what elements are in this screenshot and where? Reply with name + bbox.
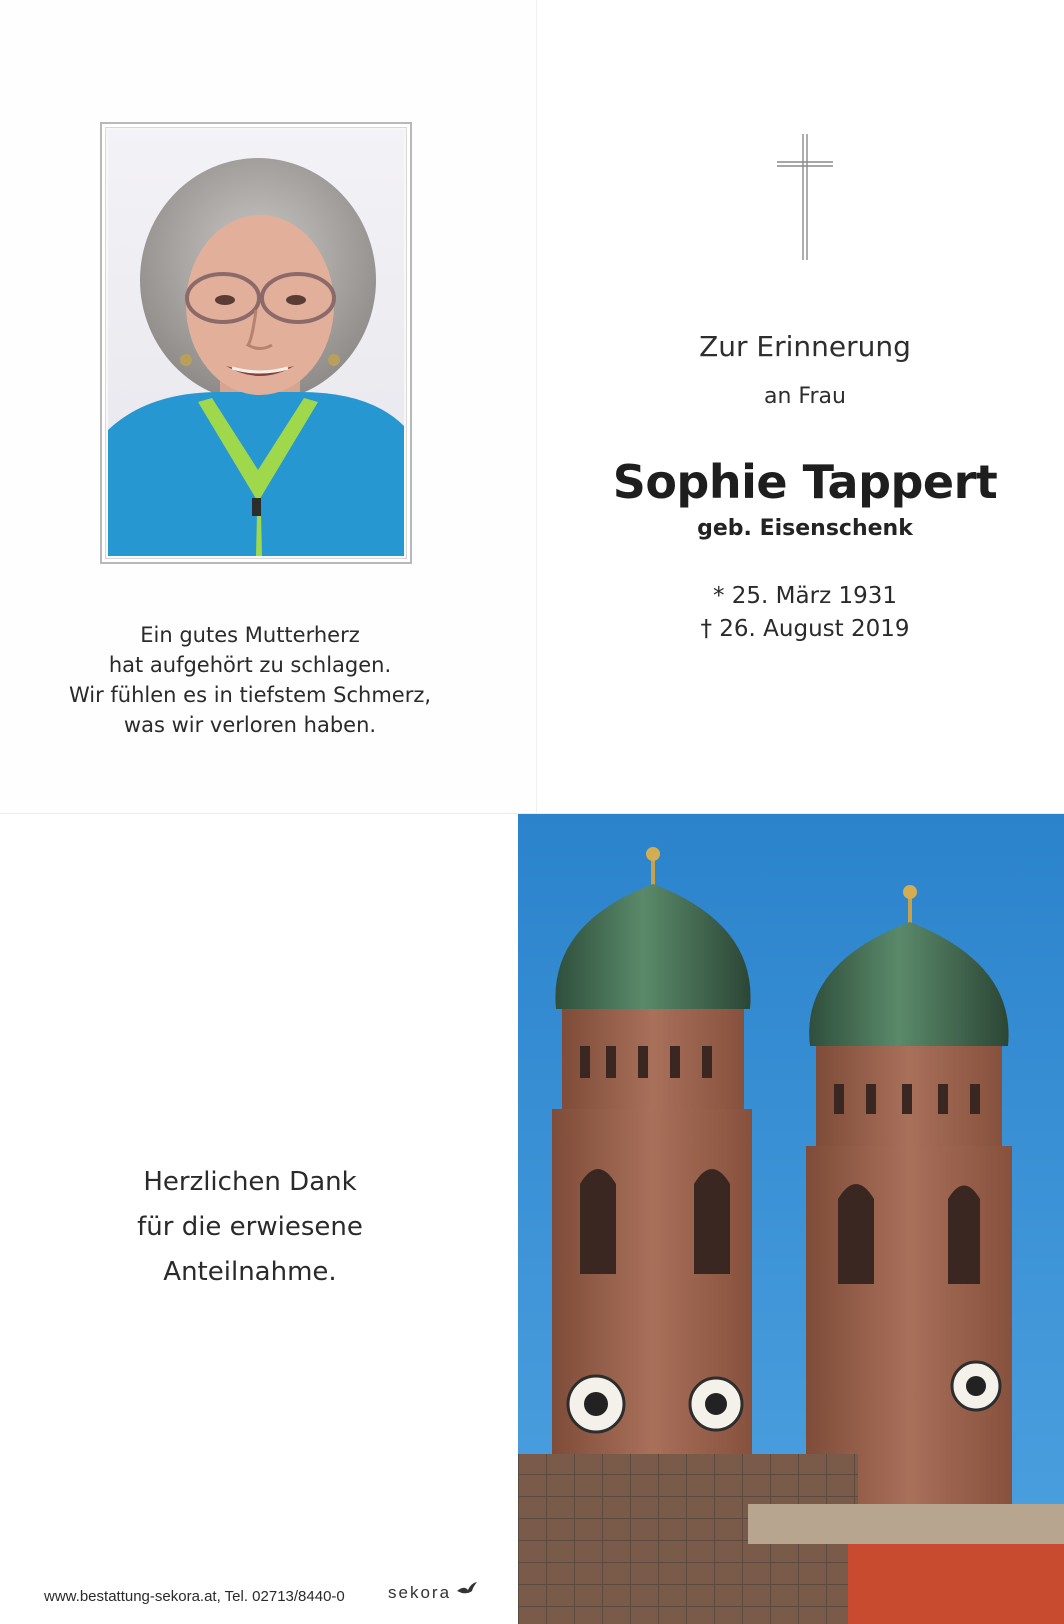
verse-line: Ein gutes Mutterherz	[140, 623, 360, 647]
intro-heading: Zur Erinnerung	[699, 330, 911, 363]
portrait-frame	[100, 122, 412, 564]
funeral-home-logo	[388, 1583, 478, 1613]
birth-date: * 25. März 1931	[712, 583, 897, 609]
cross-icon	[775, 132, 835, 262]
funeral-home-contact: www.bestattung-sekora.at, Tel. 02713/8440-0	[44, 1588, 345, 1605]
portrait-photo	[108, 130, 404, 556]
intro-subheading: an Frau	[764, 384, 846, 409]
verse-line: hat aufgehört zu schlagen.	[108, 653, 392, 677]
verse-line: was wir verloren haben.	[123, 713, 377, 737]
deceased-name: Sophie Tappert	[612, 455, 998, 509]
memorial-verse	[40, 620, 460, 740]
thanks-line: Herzlichen Dank	[143, 1167, 357, 1197]
thanks-line: für die erwiesene	[137, 1212, 363, 1242]
thanks-line: Anteilnahme.	[163, 1257, 337, 1287]
verse-line: Wir fühlen es in tiefstem Schmerz,	[68, 683, 432, 707]
bird-icon	[456, 1581, 478, 1597]
life-dates	[620, 580, 990, 646]
logo-text: sekora	[388, 1583, 452, 1602]
thanks-message	[60, 1160, 440, 1295]
church-towers-photo	[518, 814, 1064, 1624]
card-fold-vertical	[536, 0, 537, 814]
death-date: † 26. August 2019	[700, 616, 910, 642]
maiden-name: geb. Eisenschenk	[697, 516, 913, 541]
